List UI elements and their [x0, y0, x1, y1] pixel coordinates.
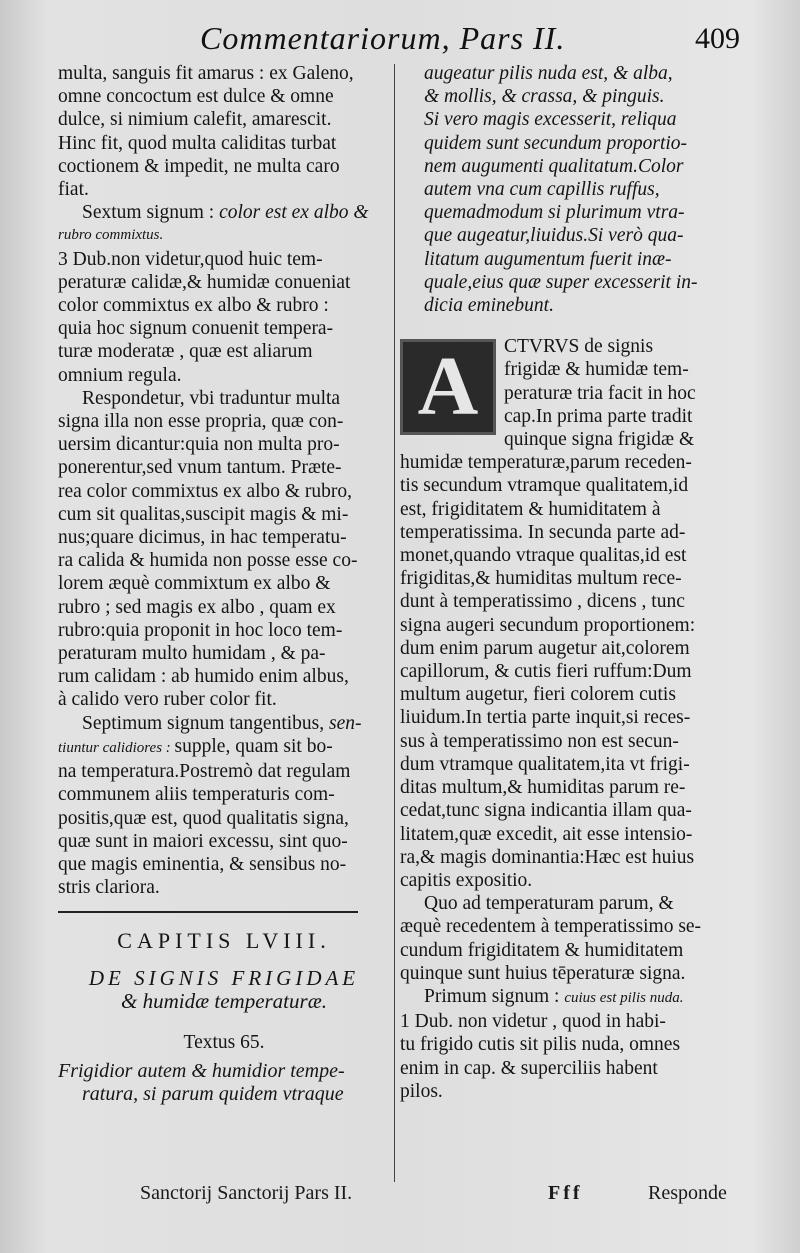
text-line: lorem æquè commixtum ex albo &: [58, 573, 331, 595]
column-divider: [394, 64, 395, 1182]
dropcap-initial: A: [400, 339, 496, 435]
septimum-rest: supple, quam sit bo-: [174, 735, 333, 757]
text-line: rea color commixtus ex albo & rubro,: [58, 480, 353, 502]
text-line: quinque sunt huius tēperaturæ signa.: [400, 962, 686, 984]
text-line: turæ moderatæ , quæ est aliarum: [58, 341, 313, 363]
footer-signature: Sanctorij Sanctorij Pars II.: [140, 1182, 353, 1204]
primum-italic: cuius est pilis nuda.: [564, 989, 684, 1006]
text-line: fiat.: [58, 179, 89, 201]
text-line: pilos.: [400, 1080, 443, 1102]
chapter-subtitle-2: & humidæ temperaturæ.: [121, 988, 327, 1013]
text-line: quia hoc signum conuenit tempera-: [58, 318, 334, 340]
text-line: 3 Dub.non videtur,quod huic tem-: [58, 248, 323, 270]
text-line: dum vtramque qualitatem,ita vt frigi-: [400, 753, 690, 775]
text-line: dum enim parum augetur ait,colorem: [400, 637, 690, 659]
text-line: coctionem & impedit, ne multa caro: [58, 155, 340, 177]
septimum-line-2: [58, 735, 390, 760]
quote-continuation: [400, 62, 762, 317]
quote-line: autem vna cum capillis ruffus,: [424, 179, 660, 201]
septimum-italic: sen-: [329, 712, 362, 734]
sextum-signum-line: [58, 201, 390, 224]
commentary-block: [400, 335, 762, 451]
septimum-label: Septimum signum tangentibus,: [82, 712, 329, 734]
text-line: capillorum, & cutis fieri ruffum:Dum: [400, 661, 692, 683]
catchword: Responde: [648, 1182, 727, 1204]
text-line: multa, sanguis fit amarus : ex Galeno,: [58, 63, 354, 84]
quote-line: dicia eminebunt.: [424, 295, 554, 317]
sextum-line-2: rubro commixtus.: [58, 227, 164, 244]
text-line: ra calida & humida non posse esse co-: [58, 550, 358, 572]
right-column: [400, 62, 762, 1103]
text-line: peraturæ tria facit in hoc: [504, 382, 696, 404]
sextum-italic: color est ex albo &: [219, 202, 369, 224]
text-line: quinque signa frigidæ &: [504, 429, 695, 451]
quote-line: & mollis, & crassa, & pinguis.: [424, 86, 665, 108]
sextum-label: Sextum signum :: [82, 202, 220, 224]
text-line: Respondetur, vbi traduntur multa: [82, 387, 341, 409]
text-line: peraturam multo humidam , & pa-: [58, 643, 326, 665]
text-line: tu frigido cutis sit pilis nuda, omnes: [400, 1034, 681, 1056]
quote-line: quemadmodum si plurimum vtra-: [424, 202, 685, 224]
quote-line: ratura, si parum quidem vtraque: [82, 1083, 344, 1106]
text-line: signa augeri secundum proportionem:: [400, 614, 696, 636]
text-line: uersim dicantur:quia non multa pro-: [58, 434, 340, 456]
text-line: signa illa non esse propria, quæ con-: [58, 411, 344, 433]
text-line: rubro:quia proponit in hoc loco tem-: [58, 619, 343, 641]
text-line: à calido vero ruber color fit.: [58, 689, 277, 711]
quote-line: augeatur pilis nuda est, & alba,: [424, 63, 673, 84]
text-line: monet,quando vtraque qualitas,id est: [400, 545, 687, 567]
chapter-rule: [58, 911, 358, 913]
text-line: omnium regula.: [58, 364, 182, 386]
quote-line: Frigidior autem & humidior tempe-: [58, 1060, 345, 1083]
chapter-heading: CAPITIS LVIII.: [117, 928, 331, 954]
text-line: ponerentur,sed vnum tantum. Præte-: [58, 457, 342, 479]
quote-line: nem augumenti qualitatum.Color: [424, 155, 684, 177]
quote-line: Si vero magis excesserit, reliqua: [424, 109, 677, 131]
text-line: sus à temperatissimo non est secun-: [400, 730, 679, 752]
running-title: Commentariorum, Pars II.: [200, 20, 566, 56]
text-line: nus;quare dicimus, in hac temperatu-: [58, 527, 347, 549]
text-line: temperatissima. In secunda parte ad-: [400, 521, 686, 543]
text-line: cap.In prima parte tradit: [504, 405, 693, 427]
text-line: que magis eminentia, & sensibus no-: [58, 853, 347, 875]
text-line: dunt à temperatissimo , dicens , tunc: [400, 591, 685, 613]
page-number: 409: [695, 22, 740, 55]
text-line: tis secundum vtramque qualitatem,id: [400, 475, 689, 497]
textus-label: Textus 65.: [183, 1031, 265, 1053]
text-line: capitis expositio.: [400, 869, 533, 891]
quote-line: que augeatur,liuidus.Si verò qua-: [424, 225, 684, 247]
text-line: na temperatura.Postremò dat regulam: [58, 761, 351, 783]
septimum-signum-line: [58, 712, 390, 735]
quote-line: quale,eius quæ super excesserit in-: [424, 271, 698, 293]
text-line: dulce, si nimium calefit, amarescit.: [58, 109, 332, 131]
text-line: color commixtus ex albo & rubro :: [58, 295, 329, 317]
paragraph-dubium-1: [400, 1010, 762, 1103]
text-line: est, frigiditatem & humiditatem à: [400, 498, 661, 520]
paragraph-regula: [58, 760, 390, 899]
text-line: frigidæ & humidæ tem-: [504, 359, 689, 381]
text-line: stris clariora.: [58, 877, 160, 899]
text-line: peraturæ calidæ,& humidæ conueniat: [58, 271, 351, 293]
text-line: communem aliis temperaturis com-: [58, 784, 335, 806]
text-line: frigiditas,& humiditas multum rece-: [400, 568, 682, 590]
left-column: [58, 62, 390, 1107]
text-line: quæ sunt in maiori excessu, sint quo-: [58, 830, 348, 852]
text-line: æquè recedentem à temperatissimo se-: [400, 916, 702, 938]
text-line: ra,& magis dominantia:Hæc est huius: [400, 846, 695, 868]
text-line: litatem,quæ excedit, ait esse intensio-: [400, 823, 693, 845]
text-line: liuidum.In tertia parte inquit,si reces-: [400, 707, 691, 729]
text-line: positis,quæ est, quod qualitatis signa,: [58, 807, 349, 829]
text-line: multum augetur, fieri colorem cutis: [400, 684, 676, 706]
text-line: rum calidam : ab humido enim albus,: [58, 666, 349, 688]
text-line: cum sit qualitas,suscipit magis & mi-: [58, 503, 349, 525]
quote-line: quidem sunt secundum proportio-: [424, 132, 688, 154]
septimum-italic-2: tiuntur calidiores :: [58, 739, 175, 756]
text-line: humidæ temperaturæ,parum receden-: [400, 452, 692, 474]
text-line: Hinc fit, quod multa caliditas turbat: [58, 132, 337, 154]
text-line: cundum frigiditatem & humiditatem: [400, 939, 684, 961]
text-line: omne concoctum est dulce & omne: [58, 86, 334, 108]
paragraph-dubium-3: [58, 248, 390, 712]
commentary-body: [400, 451, 762, 985]
primum-signum-line: [400, 985, 762, 1010]
text-line: 1 Dub. non videtur , quod in habi-: [400, 1011, 666, 1033]
quote-line: litatum augumentum fuerit inæ-: [424, 248, 672, 270]
primum-label: Primum signum :: [424, 985, 565, 1007]
signature-mark: Fff: [548, 1182, 583, 1204]
text-line: CTVRVS de signis: [504, 336, 654, 358]
text-line: Quo ad temperaturam parum, &: [424, 893, 674, 915]
page-footer: [58, 1182, 758, 1212]
chapter-subtitle: DE SIGNIS FRIGIDAE: [88, 965, 360, 990]
text-line: ditas multum,& humiditas parum re-: [400, 777, 686, 799]
text-line: rubro ; sed magis ex albo , quam ex: [58, 596, 336, 618]
text-line: cedat,tunc signa indicantia illam qua-: [400, 800, 692, 822]
text-line: enim in cap. & superciliis habent: [400, 1057, 658, 1079]
paragraph-opening: [58, 62, 390, 201]
